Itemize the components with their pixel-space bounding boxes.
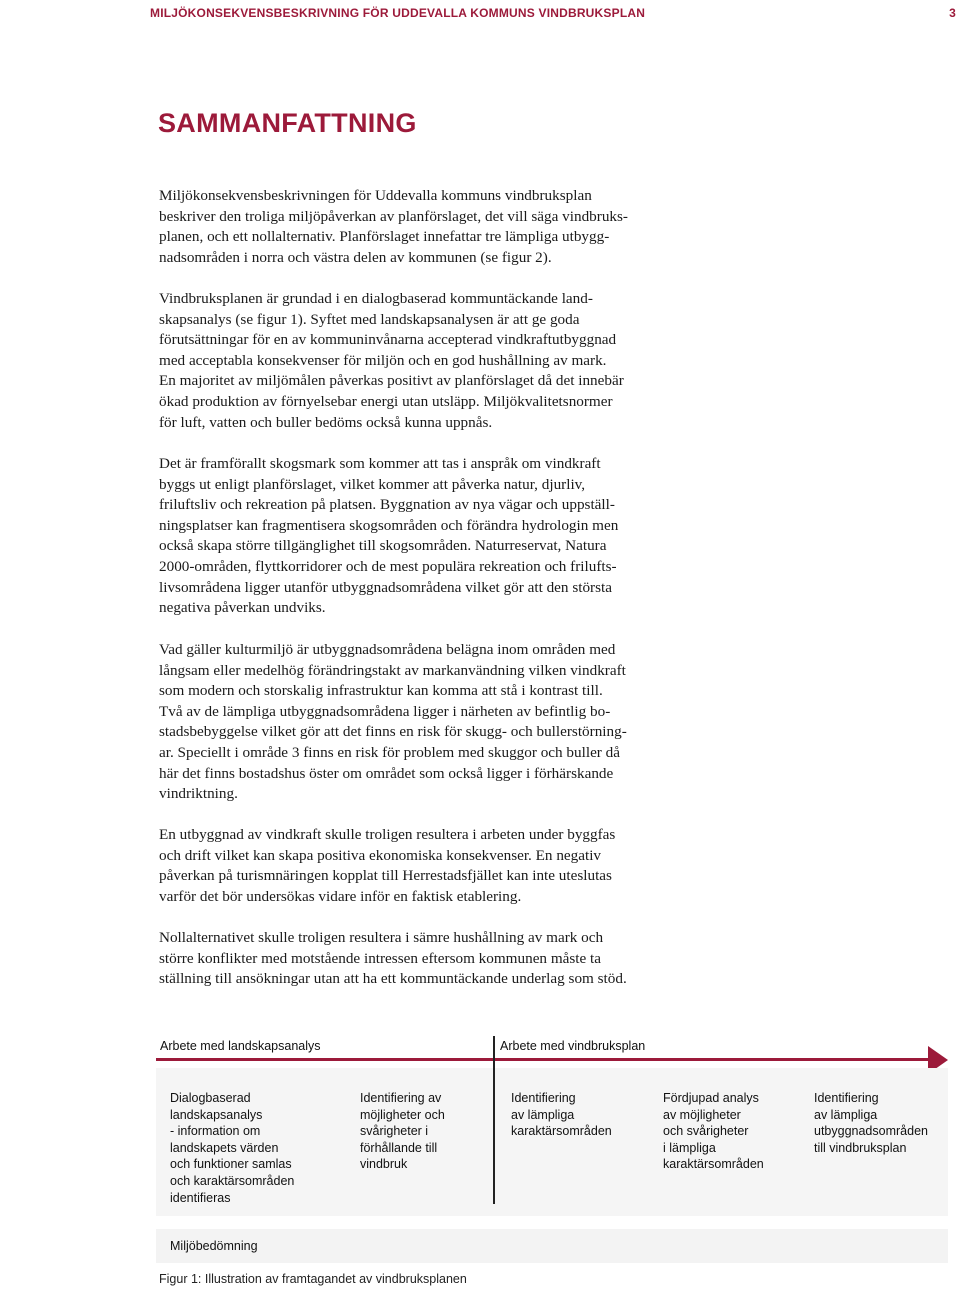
paragraph-landscape-analysis: Vindbruksplanen är grundad i en dialogbaserad kommuntäckande land- skapsanalys (se figur 1). Syftet med landskapsanalysen är att ge goda förutsättningar för en av kommuninvånarna accepterad vindkraftutbyggnad med acceptabla konsekvenser för miljön och en god hushållning av mark. En majoritet av miljömålen påverkas positivt av planförslaget då det innebär ökad produktion av förnyelsebar energi utan utsläpp. Miljökvalitetsnormer för luft, vatten och buller bedöms också kunna uppnås. [159,290,624,431]
environment-assessment-label: Miljöbedömning [170,1239,258,1253]
page-number: 3 [949,6,956,20]
step-dialog-landscape-analysis: Dialogbaserad landskapsanalys - information om landskapets värden och funktioner samlas och karaktärsområden identifieras [170,1091,295,1205]
paragraph-cultural-environment: Vad gäller kulturmiljö är utbyggnadsområdena belägna inom områden med långsam eller medelhög förändringstakt av markanvändning vilken vindkraft som modern och storskalig infrastruktur kan komma att stå i kontrast till. Två av de lämpliga utbyggnadsområdena ligger i närheten av befintlig bo- stadsbebyggelse vilket gör att det finns en risk för skugg- och bullerstörning- ar. Speciellt i område 3 finns en risk för problem med skuggor och buller då här det finns bostadshus öster om området som också ligger i förhärskande vindriktning. [159,641,627,803]
figure-caption: Figur 1: Illustration av framtagandet av vindbruksplanen [159,1272,467,1286]
step-suitable-character-areas: Identifiering av lämpliga karaktärsområden [511,1091,612,1139]
document-title: MILJÖKONSEKVENSBESKRIVNING FÖR UDDEVALLA KOMMUNS VINDBRUKSPLAN [150,6,646,20]
step-in-depth-analysis: Fördjupad analys av möjligheter och svårigheter i lämpliga karaktärsområden [663,1091,764,1172]
step-opportunities-difficulties: Identifiering av möjligheter och svårigheter i förhållande till vindbruk [360,1091,445,1172]
section-title: SAMMANFATTNING [158,108,417,138]
phase-label-landscape-analysis: Arbete med landskapsanalys [160,1039,321,1053]
paragraph-zero-alternative: Nollalternativet skulle troligen resultera i sämre hushållning av mark och större konflikter med motstående intressen eftersom kommunen måste ta ställning till ansökningar utan att ha ett kommuntäckande underlag som stöd. [159,929,627,988]
phase-divider [493,1036,495,1204]
phase-label-wind-plan: Arbete med vindbruksplan [500,1039,646,1053]
page-header [150,6,956,20]
paragraph-summary: Miljökonsekvensbeskrivningen för Uddevalla kommuns vindbruksplan beskriver den troliga miljöpåverkan av planförslaget, det vill säga vindbruks- planen, och ett nollalternativ. Planförslaget innefattar tre lämpliga utbygg- nadsområden i norra och västra delen av kommunen (se figur 2). [159,187,628,266]
environment-assessment-band [156,1229,948,1263]
paragraph-forest-impact: Det är framförallt skogsmark som kommer att tas i anspråk om vindkraft byggs ut enligt planförslaget, vilket kommer att påverka natur, djurliv, friluftsliv och rekreation på platsen. Byggnation av nya vägar och uppställ- ningsplatser kan fragmentisera skogsområden och förändra hydrologin men också skapa större tillgänglighet till skogsområden. Naturreservat, Natura 2000-områden, flyttkorridorer och de mest populära rekreation och frilufts- livsområdena ligger utanför utbyggnadsområdena vilket gör att den största negativa påverkan undviks. [159,455,619,617]
paragraph-economy: En utbyggnad av vindkraft skulle troligen resultera i arbeten under byggfas och drift vilket kan skapa positiva ekonomiska konsekvenser. En negativ påverkan på turismnäringen kopplat till Herrestadsfjället kan inte uteslutas varför det bör undersökas vidare inför en faktisk etablering. [159,826,616,905]
timeline-line [156,1058,931,1061]
step-suitable-development-areas: Identifiering av lämpliga utbyggnadsområden till vindbruksplan [814,1091,928,1155]
